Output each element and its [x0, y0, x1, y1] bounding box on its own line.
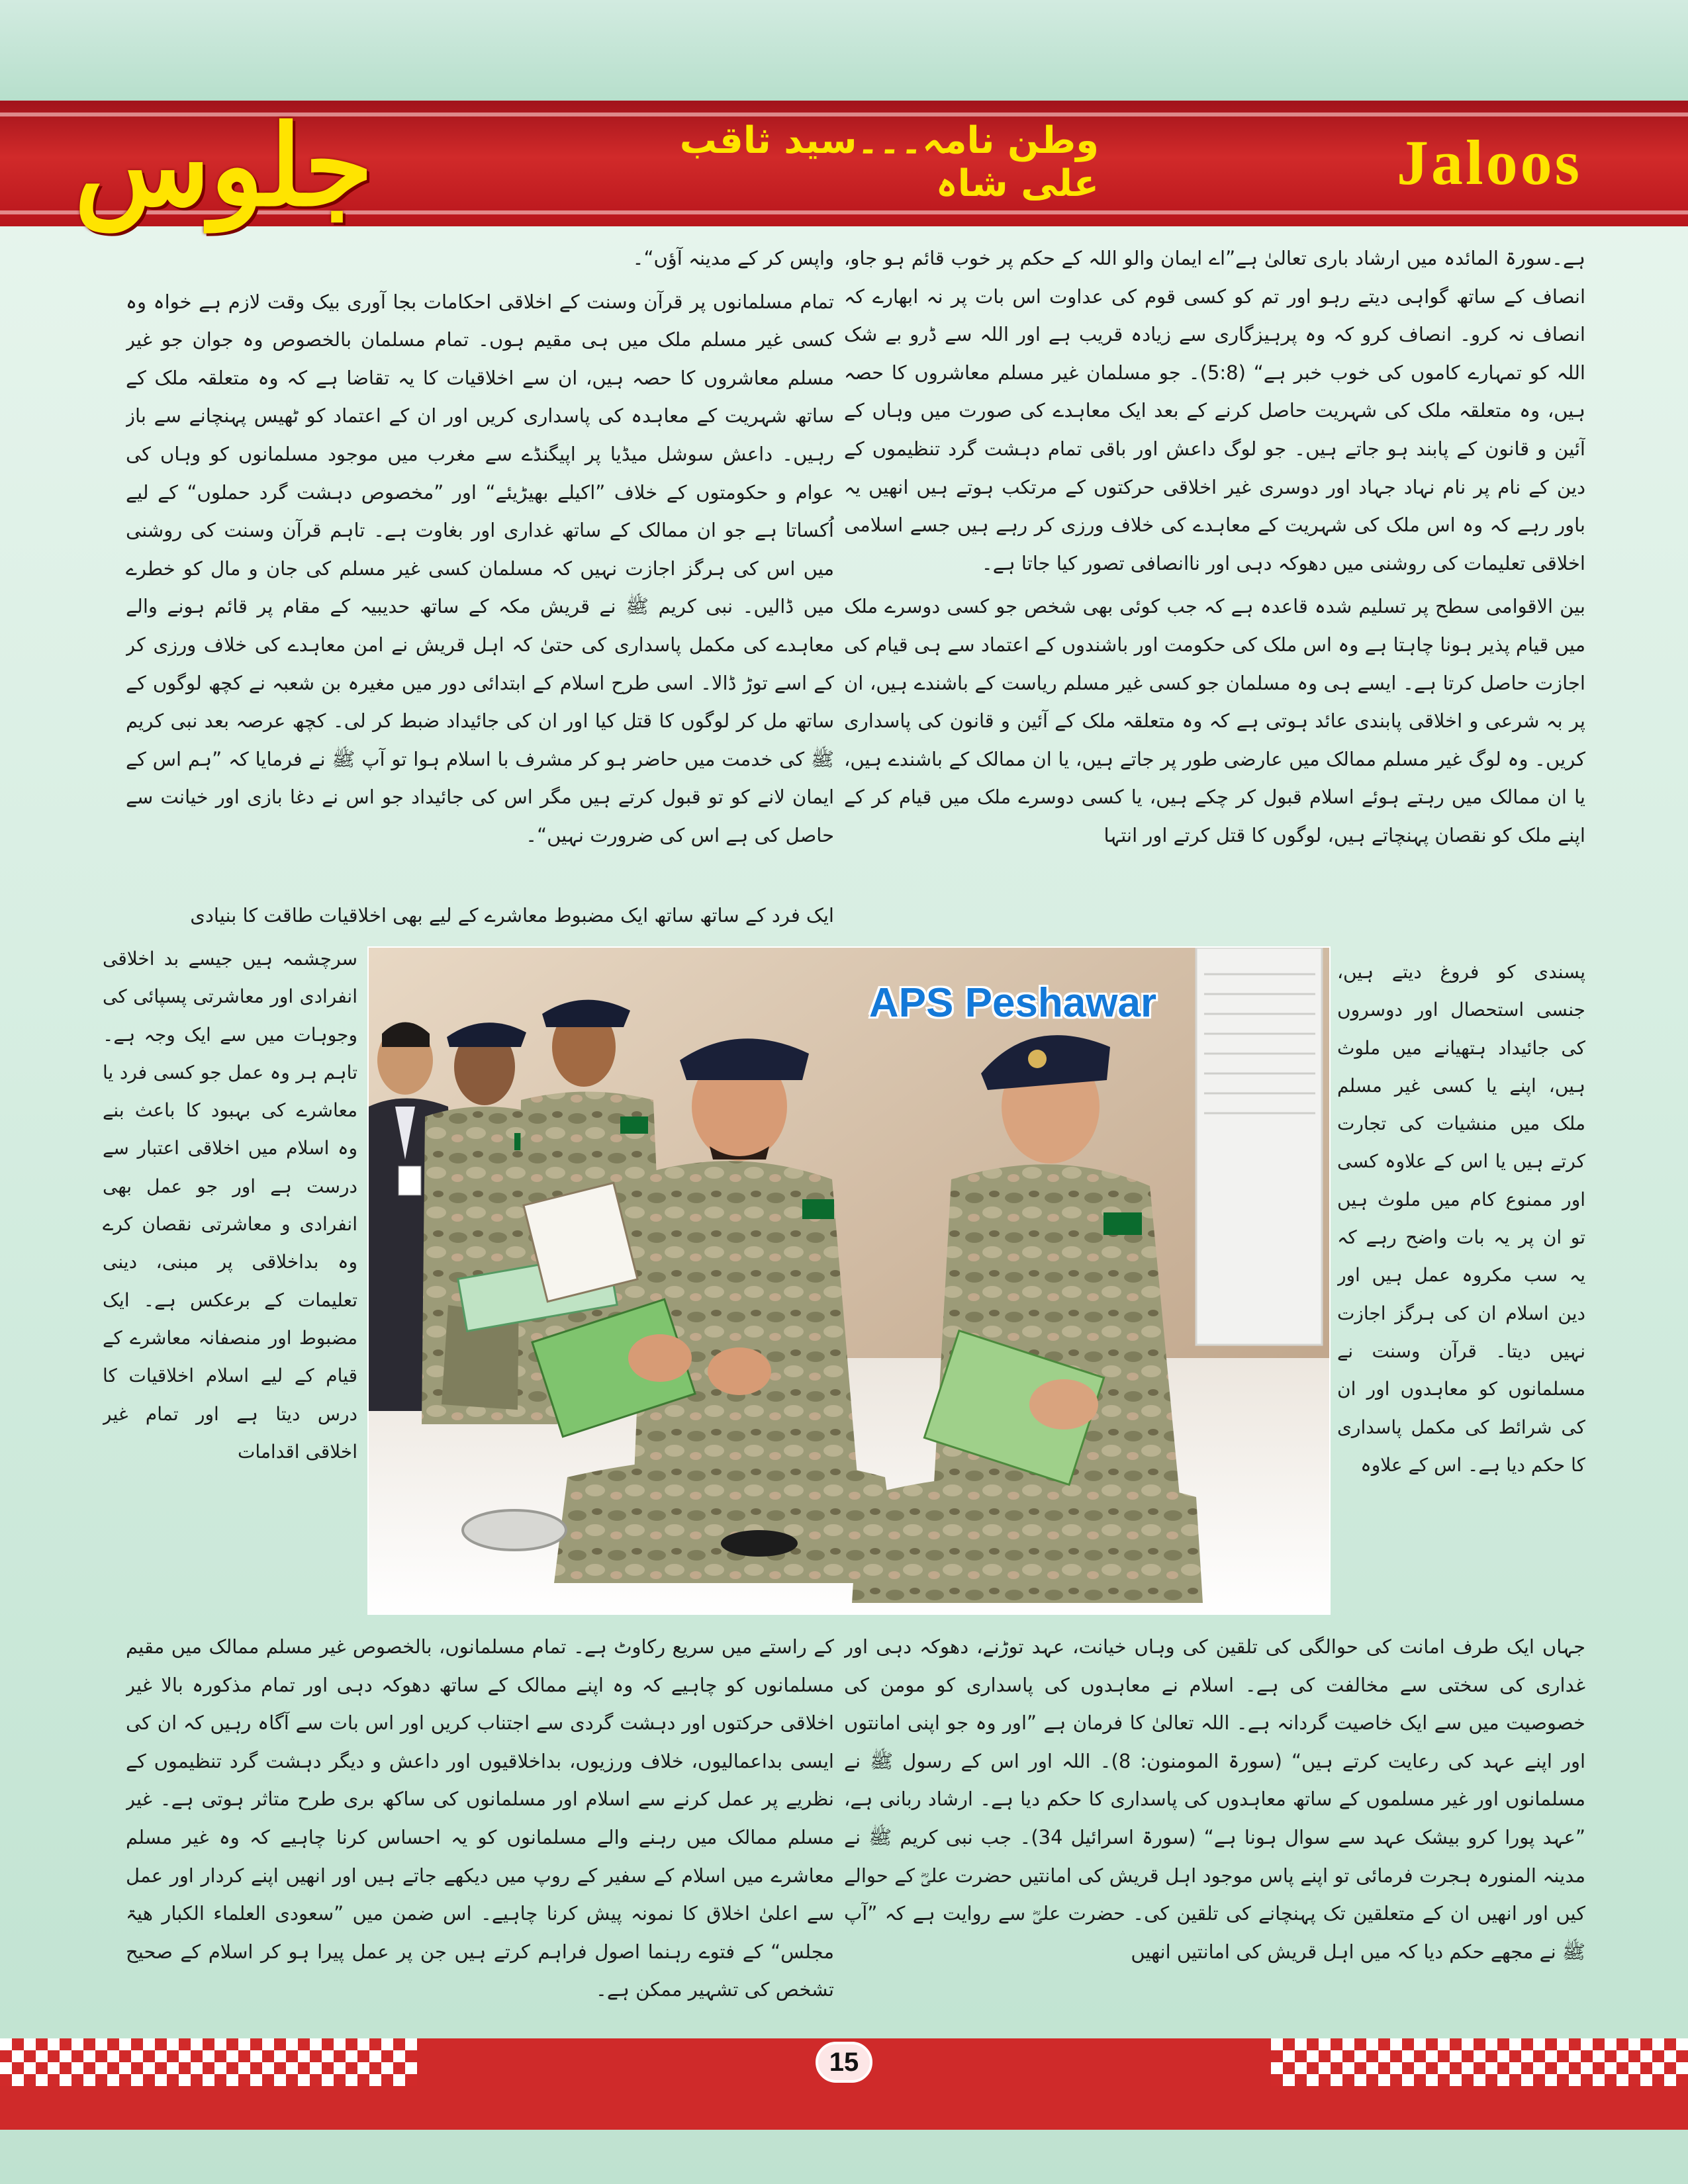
paragraph: ہے۔سورۃ المائدہ میں ارشاد باری تعالیٰ ہے”اے ایمان والو اللہ کے حکم پر خوب قائم ہو جاو، انصاف کے ساتھ گواہی دیتے رہو اور تم کو کسی قوم کی عداوت اس بات پر نہ ابھارے کہ انصاف نہ کرو۔ انصاف کرو کہ وہ پرہیزگاری سے زیادہ قریب ہے اور اللہ سے ڈرو بے شک اللہ کو تمہارے کاموں کی خوب خبر ہے“ (5:8)۔ جو مسلمان غیر مسلم معاشروں کا حصہ ہیں، وہ متعلقہ ملک کی شہریت حاصل کرنے کے بعد ایک معاہدے کی صورت میں وہاں کے آئین و قانون کے پابند ہو جاتے ہیں۔ جو لوگ داعش اور باقی تمام دہشت گرد تنظیموں کے دین کے نام پر نام نہاد جہاد اور دوسری غیر اخلاقی حرکتوں کے مرتکب ہوتے ہیں انھیں یہ باور رہے کہ وہ اس ملک کی شہریت کے معاہدے کی خلاف ورزی کر رہے ہیں جسے اسلامی اخلاقی تعلیمات کی روشنی میں دھوکہ دہی اور ناانصافی تصور کیا جاتا ہے۔: [844, 247, 1585, 574]
photo-illustration: [369, 948, 1331, 1615]
article-column-left-top: [126, 240, 834, 925]
paragraph: واپس کر کے مدینہ آؤں“۔: [632, 247, 834, 269]
paragraph: تمام مسلمانوں پر قرآن وسنت کے اخلاقی احکامات بجا آوری بیک وقت لازم ہے خواہ وہ کسی غیر مسلم ملک میں ہی مقیم ہوں۔ تمام مسلمان بالخصوص وہ جوان جو غیر مسلم معاشروں کا حصہ ہیں، ان سے اخلاقیات کا یہ تقاضا ہے کہ وہ متعلقہ ملک کے ساتھ شہریت کے معاہدہ کی پاسداری کریں اور ان کے اعتماد کو ٹھیس پہنچانے سے باز رہیں۔ داعش سوشل میڈیا پر اپیگنڈے سے مغرب میں موجود مسلمانوں کو وہاں کی عوام و حکومتوں کے خلاف ”اکیلے بھیڑیئے“ اور ”مخصوص دہشت گرد حملوں“ کے لیے اُکساتا ہے جو ان ممالک کے ساتھ غداری اور بغاوت ہے۔ تاہم قرآن وسنت کی روشنی میں اس کی ہرگز اجازت نہیں کہ مسلمان کسی غیر مسلم کی جان و مال کو خطرے میں ڈالیں۔ نبی کریم ﷺ نے قریش مکہ کے ساتھ حدیبیہ کے مقام پر قائم ہونے والے معاہدے کی مکمل پاسداری کی حتیٰ کہ اہل قریش نے امن معاہدے کی خلاف ورزی کر کے اسے توڑ ڈالا۔ اسی طرح اسلام کے ابتدائی دور میں مغیرہ بن شعبہ نے کچھ لوگوں کے ساتھ مل کر لوگوں کا قتل کیا اور ان کی جائیداد ضبط کر لی۔ کچھ عرصہ بعد نبی کریم ﷺ کی خدمت میں حاضر ہو کر مشرف با اسلام ہوا تو آپ ﷺ نے فرمایا کہ ”ہم اس کے ایمان لانے کو تو قبول کرتے ہیں مگر اس کی جائیداد جو اس نے دغا بازی اور خیانت سے حاصل کی ہے اس کی ضرورت نہیں“۔: [126, 290, 834, 846]
article-column-right-bottom: [844, 1628, 1585, 2098]
footer-checker-left: [0, 2038, 417, 2086]
article-column-right-mid: [1337, 953, 1585, 1635]
article-column-right-top: [844, 240, 1585, 951]
paragraph: سرچشمہ ہیں جیسے بد اخلاقی انفرادی اور معاشرتی پسپائی کی وجوہات میں سے ایک وجہ ہے۔ تاہم ہر وہ عمل جو کسی فرد یا معاشرے کی بہبود کا باعث بنے وہ اسلام میں اخلاقی اعتبار سے درست ہے اور جو عمل بھی انفرادی و معاشرتی نقصان کرے وہ بداخلاقی پر مبنی، دینی تعلیمات کے برعکس ہے۔ ایک مضبوط اور منصفانہ معاشرے کے قیام کے لیے اسلام اخلاقیات کا درس دیتا ہے اور تمام غیر اخلاقی اقدامات: [103, 948, 357, 1463]
photo-caption: APS Peshawar: [868, 979, 1157, 1026]
paragraph: پسندی کو فروغ دیتے ہیں، جنسی استحصال اور دوسروں کی جائیداد ہتھیانے میں ملوث ہیں، اپنے یا کسی غیر مسلم ملک میں منشیات کی تجارت کرتے ہیں یا اس کے علاوہ کسی اور ممنوع کام میں ملوث ہیں تو ان پر یہ بات واضح رہے کہ یہ سب مکروہ عمل ہیں اور دین اسلام ان کی ہرگز اجازت نہیں دیتا۔ قرآن وسنت نے مسلمانوں کو معاہدوں اور ان کی شرائط کی مکمل پاسداری کا حکم دیا ہے۔ اس کے علاوہ: [1337, 961, 1585, 1476]
page-number: 15: [816, 2042, 872, 2083]
footer-checker-right: [1271, 2038, 1688, 2086]
article-column-left-mid: [103, 940, 357, 1621]
silver-tray: [463, 1510, 566, 1550]
paragraph: ایک فرد کے ساتھ ساتھ ایک مضبوط معاشرے کے لیے بھی اخلاقیات طاقت کا بنیادی: [190, 904, 834, 927]
article-column-left-bottom: [126, 1628, 834, 2098]
column-title: وطن نامہ۔۔۔سید ثاقب علی شاہ: [679, 119, 1099, 205]
paragraph: جہاں ایک طرف امانت کی حوالگی کی تلقین کی وہاں خیانت، عہد توڑنے، دھوکہ دہی اور غداری کی سختی سے مخالفت کی ہے۔ اسلام نے معاہدوں کی پاسداری کو مومن کی خصوصیت میں سے ایک خاصیت گردانہ ہے۔ اللہ تعالیٰ کا فرمان ہے ”اور وہ جو اپنی امانتوں اور اپنے عہد کی رعایت کرتے ہیں“ (سورۃ المومنون: 8)۔ اللہ اور اس کے رسول ﷺ نے مسلمانوں اور غیر مسلموں کے ساتھ معاہدوں کی پاسداری کا حکم دیا ہے۔ ارشاد ربانی ہے، ”عہد پورا کرو بیشک عہد سے سوال ہونا ہے“ (سورۃ اسرائیل 34)۔ جب نبی کریم ﷺ نے مدینہ المنورہ ہجرت فرمائی تو اپنے پاس موجود اہل قریش کی امانتیں حضرت علیؓ کے حوالے کیں اور انھیں ان کے متعلقین تک پہنچانے کی تلقین کی۔ حضرت علیؓ سے روایت ہے کہ ”آپ ﷺ نے مجھے حکم دیا کہ میں اہل قریش کی امانتیں انھیں: [844, 1635, 1585, 1963]
paragraph: کے راستے میں سریع رکاوٹ ہے۔ تمام مسلمانوں، بالخصوص غیر مسلم ممالک میں مقیم مسلمانوں کو چاہیے کہ وہ اپنے ممالک کے ساتھ دھوکہ دہی اور تمام مذکورہ بالا غیر اخلاقی حرکتوں اور دہشت گردی سے اجتناب کریں اور اس بات سے آگاہ رہیں کہ ان کی ایسی بداعمالیوں، خلاف ورزیوں، بداخلاقیوں اور داعش و دیگر دہشت گرد تنظیموں کے نظریے پر عمل کرنے سے اسلام اور مسلمانوں کی ساکھ بری طرح متاثر ہوتی ہے۔ غیر مسلم ممالک میں رہنے والے مسلمانوں کو یہ احساس کرنا چاہیے کہ وہ غیر مسلم معاشرے میں اسلام کے سفیر کے روپ میں دیکھے جاتے ہیں اور انھیں اپنے کردار اور عمل سے اعلیٰ اخلاق کا نمونہ پیش کرنا چاہیے۔ اس ضمن میں ”سعودی العلماء الکبار ھیۃ مجلس“ کے فتوے رہنما اصول فراہم کرتے ہیں جن پر عمل پیرا ہو کر اسلام کے صحیح تشخص کی تشہیر ممکن ہے۔: [126, 1635, 834, 2001]
top-band: [0, 0, 1688, 101]
air-cooler: [1196, 948, 1322, 1345]
mobile-phone: [721, 1530, 798, 1557]
magazine-logo-urdu: جلوس: [74, 100, 373, 231]
paragraph: بین الاقوامی سطح پر تسلیم شدہ قاعدہ ہے کہ جب کوئی بھی شخص جو کسی دوسرے ملک میں قیام پذیر ہونا چاہتا ہے وہ اس ملک کی حکومت اور باشندوں کے اعتماد سے ہی قیام کی اجازت حاصل کرتا ہے۔ ایسے ہی وہ مسلمان جو کسی غیر مسلم ریاست کے باشندے ہیں، ان پر بہ شرعی و اخلاقی پابندی عائد ہوتی ہے کہ وہ متعلقہ ملک کے آئین و قانون کی پاسداری کریں۔ وہ لوگ غیر مسلم ممالک میں عارضی طور پر جاتے ہیں، یا ان ممالک کے باشندے ہیں، یا ان ممالک میں رہتے ہوئے اسلام قبول کر چکے ہیں، یا کسی دوسرے ملک میں قیام کر کے اپنے ملک کو نقصان پہنچاتے ہیں، لوگوں کا قتل کرتے اور انتہا: [844, 595, 1585, 846]
magazine-logo-english: Jaloos: [1396, 126, 1582, 198]
article-photo: [367, 946, 1331, 1615]
